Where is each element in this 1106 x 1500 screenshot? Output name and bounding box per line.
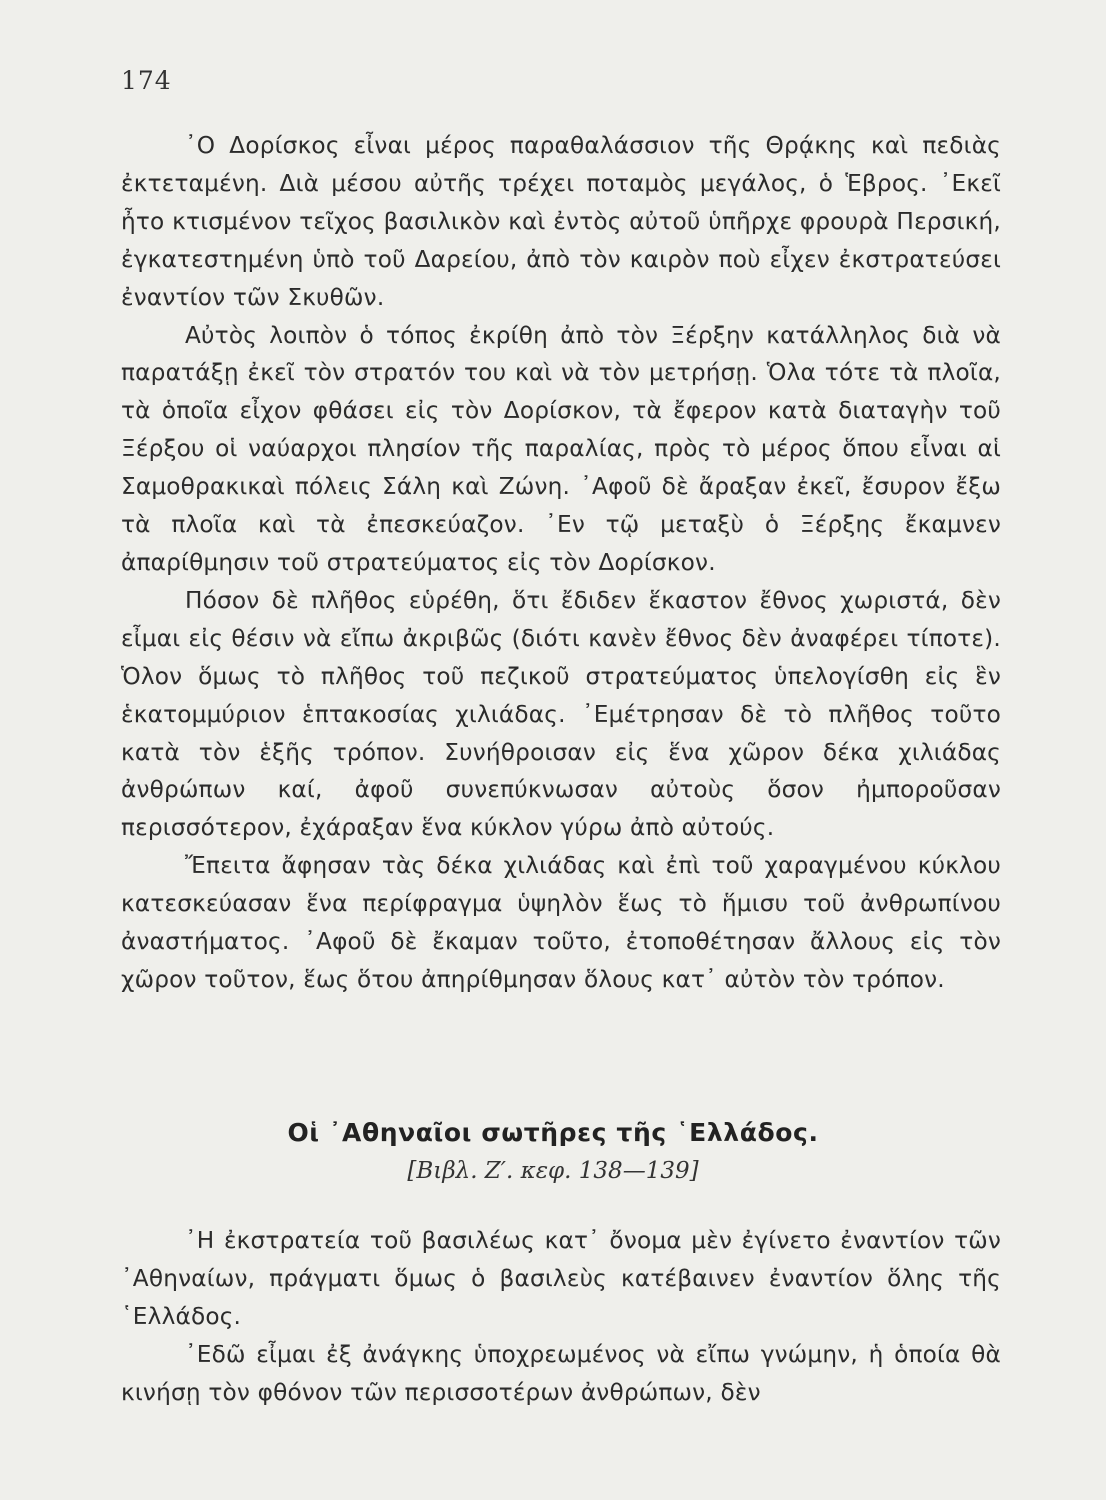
paragraph-counting-method: Ἔπειτα ἄφησαν τὰς δέκα χιλιάδας καὶ ἐπὶ τοῦ χαραγμένου κύκλου κατεσκεύασαν ἕνα περίφραγμα ὑψηλὸν ἕως τὸ ἥμισυ τοῦ ἀνθρωπίνου ἀναστήματος. ᾿Αφοῦ δὲ ἔκαμαν τοῦτο, ἐτοποθέτησαν ἄλλους εἰς τὸν χῶρον τοῦτον, ἕως ὅτου ἀπηρίθμησαν ὅλους κατ᾿ αὐτὸν τὸν τρόπον. [121,852,1001,993]
paragraph-expedition: ᾿Η ἐκστρατεία τοῦ βασιλέως κατ᾿ ὄνομα μὲν ἐγίνετο ἐναντίον τῶν ᾿Αθηναίων, πράγματι ὅμως ὁ βασιλεὺς κατέβαινεν ἐναντίον ὅλης τῆς ῾Ελλάδος. [121,1227,1001,1330]
paragraph-army-count: Πόσον δὲ πλῆθος εὑρέθη, ὅτι ἔδιδεν ἕκαστον ἔθνος χωριστά, δὲν εἶμαι εἰς θέσιν νὰ εἴπω ἀκριβῶς (διότι κανὲν ἔθνος δὲν ἀναφέρει τίποτε). Ὁλον ὅμως τὸ πλῆθος τοῦ πεζικοῦ στρατεύματος ὑπελογίσθη εἰς ἓν ἑκατομμύριον ἑπτακοσίας χιλιάδας. ᾿Εμέτρησαν δὲ τὸ πλῆθος τοῦτο κατὰ τὸν ἑξῆς τρόπον. Συνήθροισαν εἰς ἕνα χῶρον δέκα χιλιάδας ἀνθρώπων καί, ἀφοῦ συνεπύκνωσαν αὐτοὺς ὅσον ἠμποροῦσαν περισσότερον, ἐχάραξαν ἕνα κύκλον γύρω ἀπὸ αὐτούς. [121,586,1001,842]
paragraph-opinion: ᾿Εδῶ εἶμαι ἐξ ἀνάγκης ὑποχρεωμένος νὰ εἴπω γνώμην, ἡ ὁποία θὰ κινήσῃ τὸν φθόνον τῶν περισσοτέρων ἀνθρώπων, δὲν [121,1340,1001,1406]
section-reference: [Βιβλ. Ζ′. κεφ. 138—139] [407,1158,699,1184]
page-number: 174 [121,66,172,95]
paragraph-army-arrangement: Αὐτὸς λοιπὸν ὁ τόπος ἐκρίθη ἀπὸ τὸν Ξέρξην κατάλληλος διὰ νὰ παρατάξῃ ἐκεῖ τὸν στρατόν του καὶ νὰ τὸν μετρήσῃ. Ὁλα τότε τὰ πλοῖα, τὰ ὁποῖα εἶχον φθάσει εἰς τὸν Δορίσκον, τὰ ἔφερον κατὰ διαταγὴν τοῦ Ξέρξου οἱ ναύαρχοι πλησίον τῆς παραλίας, πρὸς τὸ μέρος ὅπου εἶναι αἱ Σαμοθρακικαὶ πόλεις Σάλη καὶ Ζώνη. ᾿Αφοῦ δὲ ἄραξαν ἐκεῖ, ἔσυρον ἔξω τὰ πλοῖα καὶ τὰ ἐπεσκεύαζον. ᾿Εν τῷ μεταξὺ ὁ Ξέρξης ἔκαμνεν ἀπαρίθμησιν τοῦ στρατεύματος εἰς τὸν Δορίσκον. [121,321,1001,576]
main-text-before-section [121,127,1001,999]
main-text-after-section [121,1222,1001,1412]
section-title: Οἱ ᾿Αθηναῖοι σωτῆρες τῆς ῾Ελλάδος. [287,1118,819,1147]
paragraph-doriskos: ᾿Ο Δορίσκος εἶναι μέρος παραθαλάσσιον τῆς Θρᾴκης καὶ πεδιὰς ἐκτεταμένη. Διὰ μέσου αὐτῆς τρέχει ποταμὸς μεγάλος, ὁ Ἑβρος. ᾿Εκεῖ ἦτο κτισμένον τεῖχος βασιλικὸν καὶ ἐντὸς αὐτοῦ ὑπῆρχε φρουρὰ Περσική, ἐγκατεστημένη ὑπὸ τοῦ Δαρείου, ἀπὸ τὸν καιρὸν ποὺ εἶχεν ἐκστρατεύσει ἐναντίον τῶν Σκυθῶν. [121,132,1001,311]
